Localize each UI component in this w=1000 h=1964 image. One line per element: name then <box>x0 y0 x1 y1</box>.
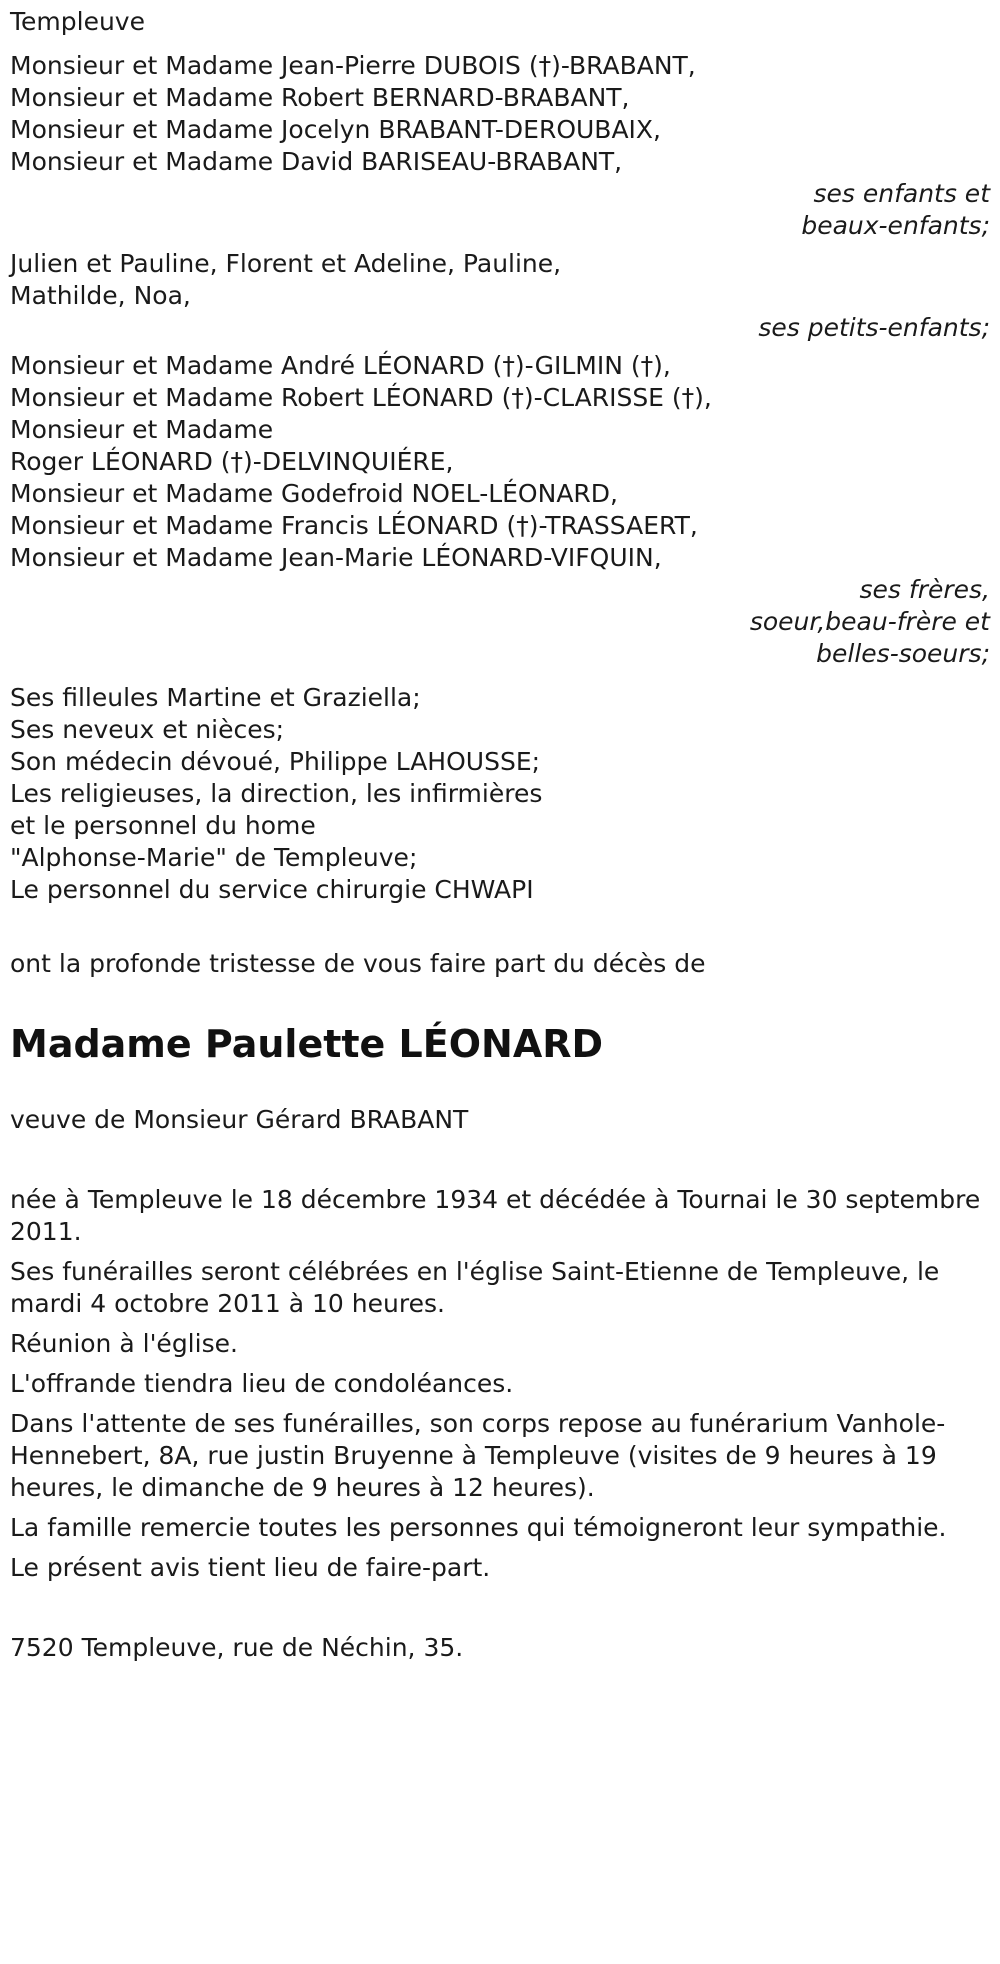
detail-paragraph: Ses funérailles seront célébrées en l'église Saint-Etienne de Templeuve, le mardi 4 octobre 2011 à 10 heures. <box>10 1257 940 1318</box>
detail-paragraph: Dans l'attente de ses funérailles, son corps repose au funérarium Vanhole-Hennebert, 8A, rue justin Bruyenne à Templeuve (visites de 9 heures à 19 heures, le dimanche de 9 heures à 12 heures). <box>10 1409 946 1502</box>
detail-paragraph: Réunion à l'église. <box>10 1329 238 1358</box>
children-item: Monsieur et Madame David BARISEAU-BRABANT, <box>10 147 623 176</box>
detail-paragraph: L'offrande tiendra lieu de condoléances. <box>10 1369 514 1398</box>
deceased-name: Madame Paulette LÉONARD <box>10 1022 604 1066</box>
siblings-label-line: soeur,beau-frère et <box>749 607 990 636</box>
others-item: Ses neveux et nièces; <box>10 715 285 744</box>
children-list <box>10 50 990 178</box>
detail-paragraph: Le présent avis tient lieu de faire-part. <box>10 1553 491 1582</box>
siblings-label-line: ses frères, <box>859 575 990 604</box>
siblings-item: Roger LÉONARD (†)-DELVINQUIÉRE, <box>10 447 454 476</box>
siblings-label <box>10 574 990 670</box>
children-label-line: beaux-enfants; <box>801 211 990 240</box>
children-item: Monsieur et Madame Robert BERNARD-BRABANT, <box>10 83 630 112</box>
siblings-item: Monsieur et Madame André LÉONARD (†)-GILMIN (†), <box>10 351 671 380</box>
obituary-notice <box>10 0 990 1668</box>
siblings-item: Monsieur et Madame Godefroid NOEL-LÉONARD, <box>10 479 618 508</box>
children-label-line: ses enfants et <box>813 179 990 208</box>
siblings-label-line: belles-soeurs; <box>816 639 990 668</box>
others-item: Ses filleules Martine et Graziella; <box>10 683 421 712</box>
siblings-item: Monsieur et Madame Francis LÉONARD (†)-TRASSAERT, <box>10 511 698 540</box>
children-item: Monsieur et Madame Jean-Pierre DUBOIS (†)-BRABANT, <box>10 51 696 80</box>
announcement-text: ont la profonde tristesse de vous faire part du décès de <box>10 949 706 978</box>
detail-paragraph: La famille remercie toutes les personnes qui témoigneront leur sympathie. <box>10 1513 947 1542</box>
details <box>10 1184 990 1584</box>
widow-of: veuve de Monsieur Gérard BRABANT <box>10 1105 469 1134</box>
siblings-item: Monsieur et Madame Jean-Marie LÉONARD-VIFQUIN, <box>10 543 662 572</box>
siblings-list <box>10 350 990 574</box>
others-item: Son médecin dévoué, Philippe LAHOUSSE; <box>10 747 541 776</box>
grandchildren-list <box>10 248 990 312</box>
others-item: "Alphonse-Marie" de Templeuve; <box>10 843 418 872</box>
grandchildren-label: ses petits-enfants; <box>758 313 990 342</box>
grandchildren-item: Mathilde, Noa, <box>10 281 191 310</box>
others-item: Les religieuses, la direction, les infirmières <box>10 779 543 808</box>
siblings-item: Monsieur et Madame <box>10 415 274 444</box>
detail-paragraph: née à Templeuve le 18 décembre 1934 et décédée à Tournai le 30 septembre 2011. <box>10 1185 981 1246</box>
others-item: et le personnel du home <box>10 811 316 840</box>
address: 7520 Templeuve, rue de Néchin, 35. <box>10 1633 464 1662</box>
children-label <box>10 178 990 242</box>
children-item: Monsieur et Madame Jocelyn BRABANT-DEROUBAIX, <box>10 115 662 144</box>
others-item: Le personnel du service chirurgie CHWAPI <box>10 875 534 904</box>
grandchildren-item: Julien et Pauline, Florent et Adeline, Pauline, <box>10 249 562 278</box>
siblings-item: Monsieur et Madame Robert LÉONARD (†)-CLARISSE (†), <box>10 383 712 412</box>
others-list <box>10 682 990 906</box>
location-header: Templeuve <box>10 7 145 36</box>
